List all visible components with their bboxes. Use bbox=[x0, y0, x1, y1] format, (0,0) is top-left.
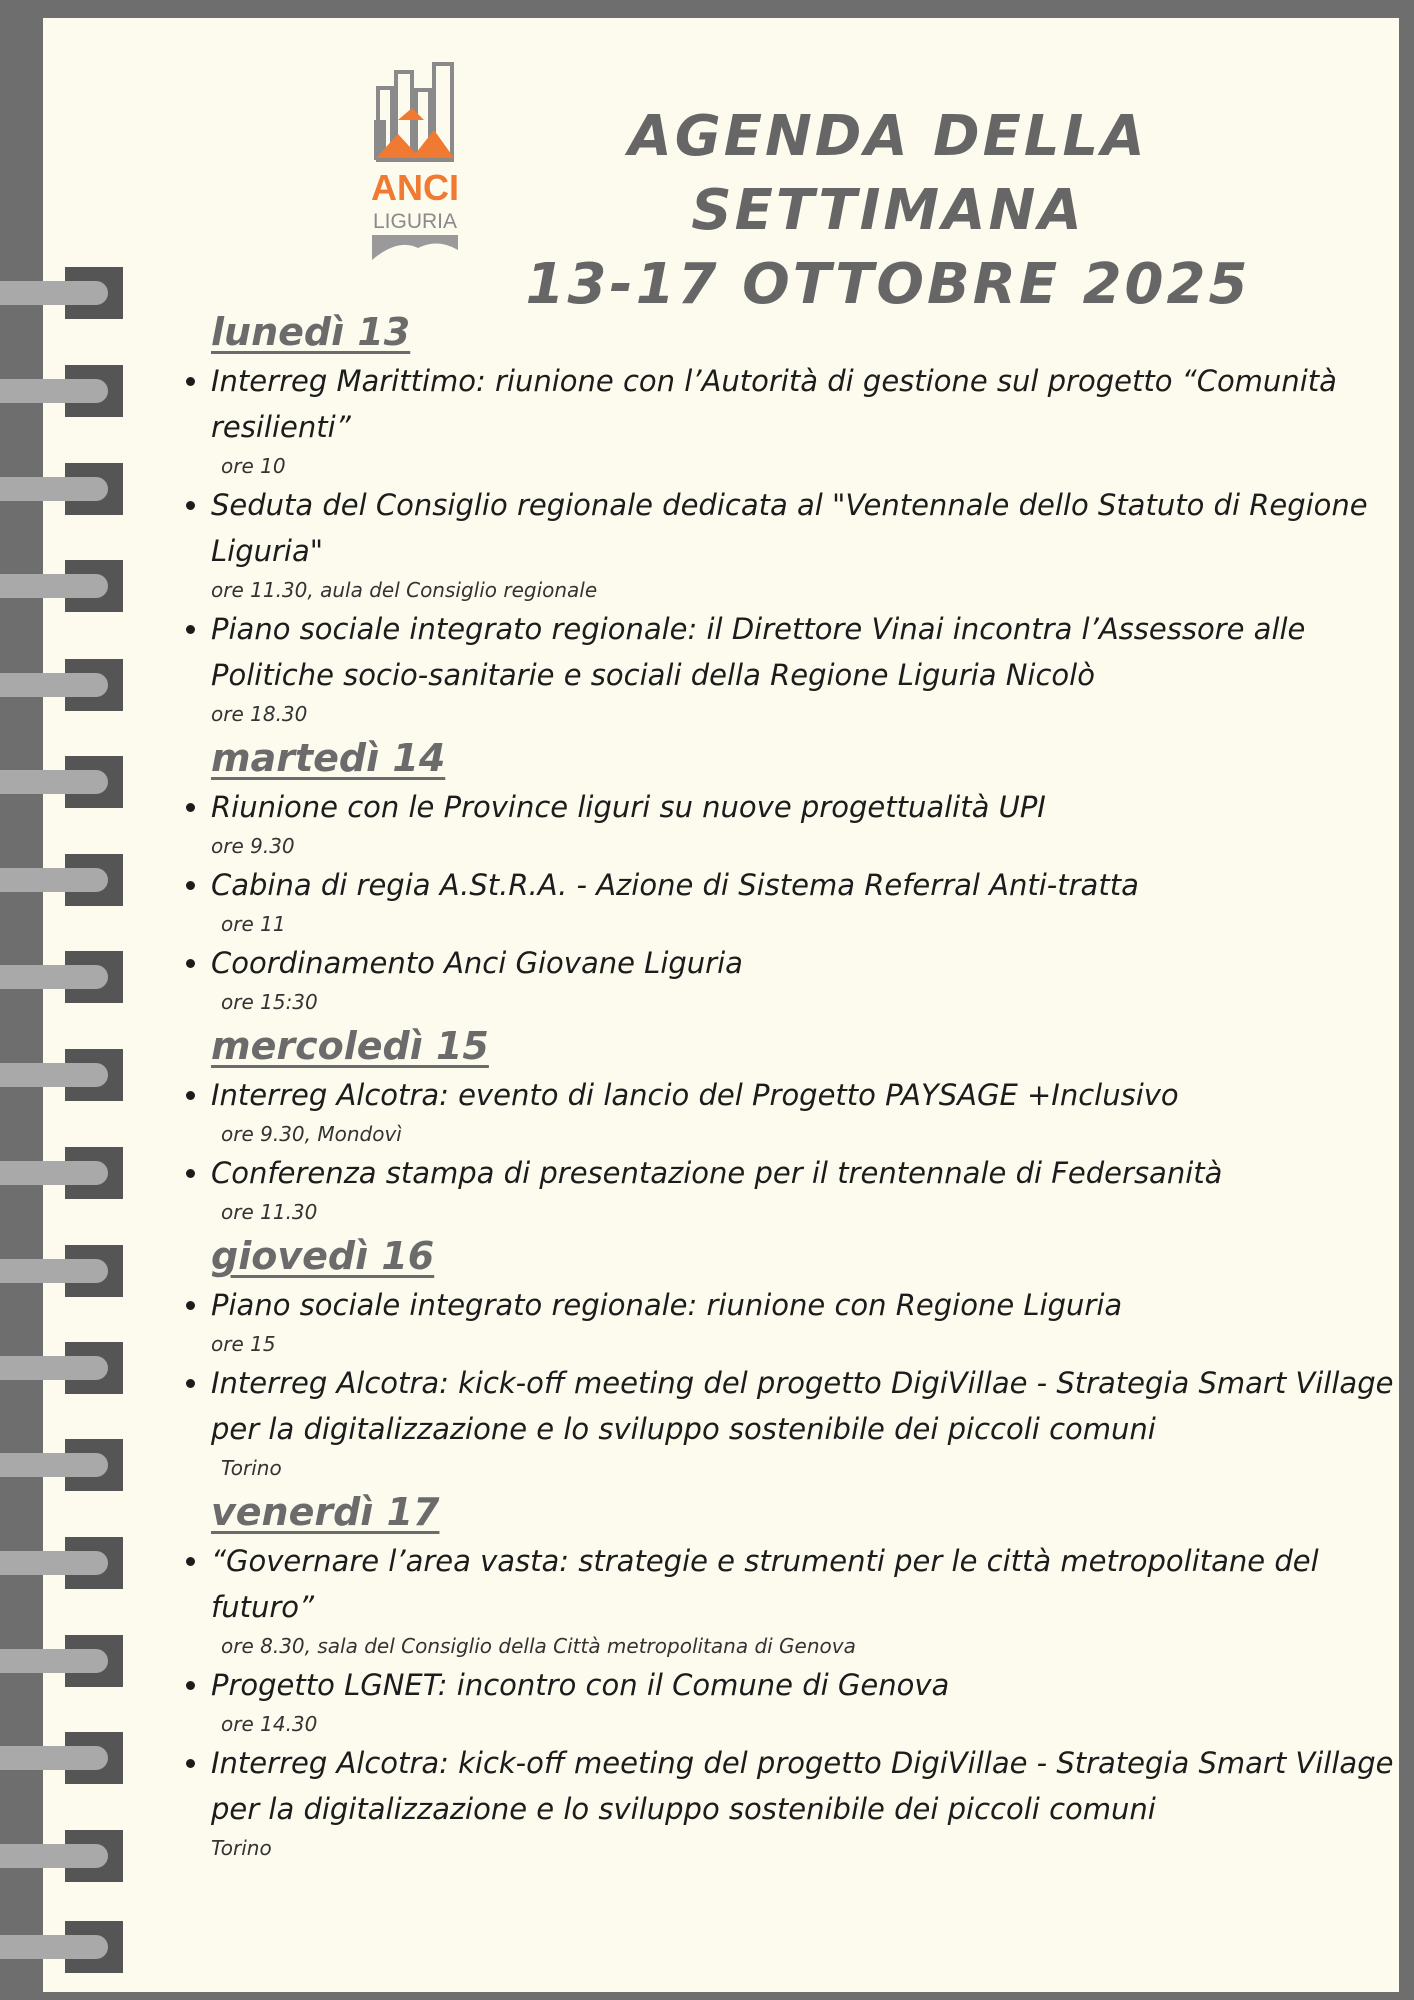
page-title bbox=[468, 100, 1308, 322]
event-location: Torino bbox=[211, 1836, 272, 1860]
binding-ring bbox=[0, 1240, 125, 1302]
event-time: ore 18.30 bbox=[211, 702, 308, 726]
event-title: • Seduta del Consiglio regionale dedicata al "Ventennale dello Statuto di Regione Liguria" bbox=[211, 488, 1368, 568]
binding-ring bbox=[0, 1825, 125, 1887]
binding-ring bbox=[0, 1044, 125, 1106]
binding-ring bbox=[0, 751, 125, 813]
day-heading: venerdì 17 bbox=[211, 1490, 440, 1534]
event-title: • Progetto LGNET: incontro con il Comune di Genova bbox=[211, 1668, 950, 1702]
event-time: ore 15 bbox=[211, 1332, 276, 1356]
event-title: • Interreg Alcotra: evento di lancio del Progetto PAYSAGE +Inclusivo bbox=[211, 1078, 1179, 1112]
list-item bbox=[211, 1282, 1398, 1360]
list-item bbox=[211, 784, 1398, 862]
event-time: ore 11 bbox=[221, 912, 286, 936]
binding-ring bbox=[0, 1727, 125, 1789]
event-time: ore 11.30 bbox=[221, 1200, 318, 1224]
binding-ring bbox=[0, 1916, 125, 1978]
binding-ring bbox=[0, 849, 125, 911]
binding-ring bbox=[0, 654, 125, 716]
list-item bbox=[211, 1740, 1398, 1864]
binding-ring bbox=[0, 1434, 125, 1496]
event-time: ore 10 bbox=[221, 454, 286, 478]
event-location: Torino bbox=[221, 1456, 282, 1480]
binding-ring bbox=[0, 1142, 125, 1204]
day-items bbox=[173, 1072, 1398, 1228]
title-line-1: AGENDA DELLA SETTIMANA bbox=[628, 104, 1148, 243]
day-heading: mercoledì 15 bbox=[211, 1024, 489, 1068]
binding-ring bbox=[0, 1337, 125, 1399]
event-title: • “Governare l’area vasta: strategie e strumenti per le città metropolitane del futuro” bbox=[211, 1544, 1319, 1624]
agenda bbox=[173, 308, 1398, 1868]
event-title: • Piano sociale integrato regionale: riunione con Regione Liguria bbox=[211, 1288, 1123, 1322]
list-item bbox=[211, 862, 1398, 940]
day-items bbox=[173, 1538, 1398, 1864]
list-item bbox=[211, 940, 1398, 1018]
logo-liguria-text: LIGURIA bbox=[372, 210, 458, 233]
event-time: ore 11.30, aula del Consiglio regionale bbox=[211, 578, 598, 602]
binding-ring bbox=[0, 1630, 125, 1692]
day-heading: lunedì 13 bbox=[211, 310, 411, 354]
list-item bbox=[211, 1538, 1398, 1662]
event-title: • Interreg Marittimo: riunione con l’Autorità di gestione sul progetto “Comunità resilienti” bbox=[211, 364, 1337, 444]
event-time: ore 9.30, Mondovì bbox=[221, 1122, 402, 1146]
event-title: • Piano sociale integrato regionale: il Direttore Vinai incontra l’Assessore alle Politiche socio-sanitarie e sociali della Regione Liguria Nicolò bbox=[211, 612, 1306, 692]
binding-ring bbox=[0, 1532, 125, 1594]
list-item bbox=[211, 358, 1398, 482]
list-item bbox=[211, 1360, 1398, 1484]
list-item bbox=[211, 606, 1398, 730]
notebook-page bbox=[43, 18, 1399, 1992]
event-title: • Coordinamento Anci Giovane Liguria bbox=[211, 946, 743, 980]
list-item bbox=[211, 1150, 1398, 1228]
list-item bbox=[211, 1072, 1398, 1150]
event-title: • Interreg Alcotra: kick-off meeting del progetto DigiVillae - Strategia Smart Village per la digitalizzazione e lo sviluppo sostenibile dei piccoli comuni bbox=[211, 1746, 1394, 1826]
binding-ring bbox=[0, 262, 125, 324]
title-line-2: 13-17 OTTOBRE 2025 bbox=[525, 252, 1251, 317]
binding-ring bbox=[0, 360, 125, 422]
day-heading: giovedì 16 bbox=[211, 1234, 435, 1278]
event-time: ore 8.30, sala del Consiglio della Città metropolitana di Genova bbox=[221, 1634, 856, 1658]
day-heading: martedì 14 bbox=[211, 736, 446, 780]
logo-anci-text: ANCI bbox=[371, 167, 459, 208]
list-item bbox=[211, 482, 1398, 606]
day-items bbox=[173, 784, 1398, 1018]
binding-ring bbox=[0, 555, 125, 617]
event-time: ore 9.30 bbox=[211, 834, 295, 858]
event-title: • Conferenza stampa di presentazione per il trentennale di Federsanità bbox=[211, 1156, 1223, 1190]
binding-ring bbox=[0, 946, 125, 1008]
binding-ring bbox=[0, 458, 125, 520]
anci-liguria-logo bbox=[368, 60, 463, 270]
list-item bbox=[211, 1662, 1398, 1740]
event-time: ore 14.30 bbox=[221, 1712, 318, 1736]
event-title: • Cabina di regia A.St.R.A. - Azione di Sistema Referral Anti-tratta bbox=[211, 868, 1139, 902]
day-items bbox=[173, 1282, 1398, 1484]
event-title: • Interreg Alcotra: kick-off meeting del progetto DigiVillae - Strategia Smart Village per la digitalizzazione e lo sviluppo sostenibile dei piccoli comuni bbox=[211, 1366, 1394, 1446]
header bbox=[368, 60, 1308, 317]
day-items bbox=[173, 358, 1398, 730]
event-time: ore 15:30 bbox=[221, 990, 318, 1014]
event-title: • Riunione con le Province liguri su nuove progettualità UPI bbox=[211, 790, 1046, 824]
